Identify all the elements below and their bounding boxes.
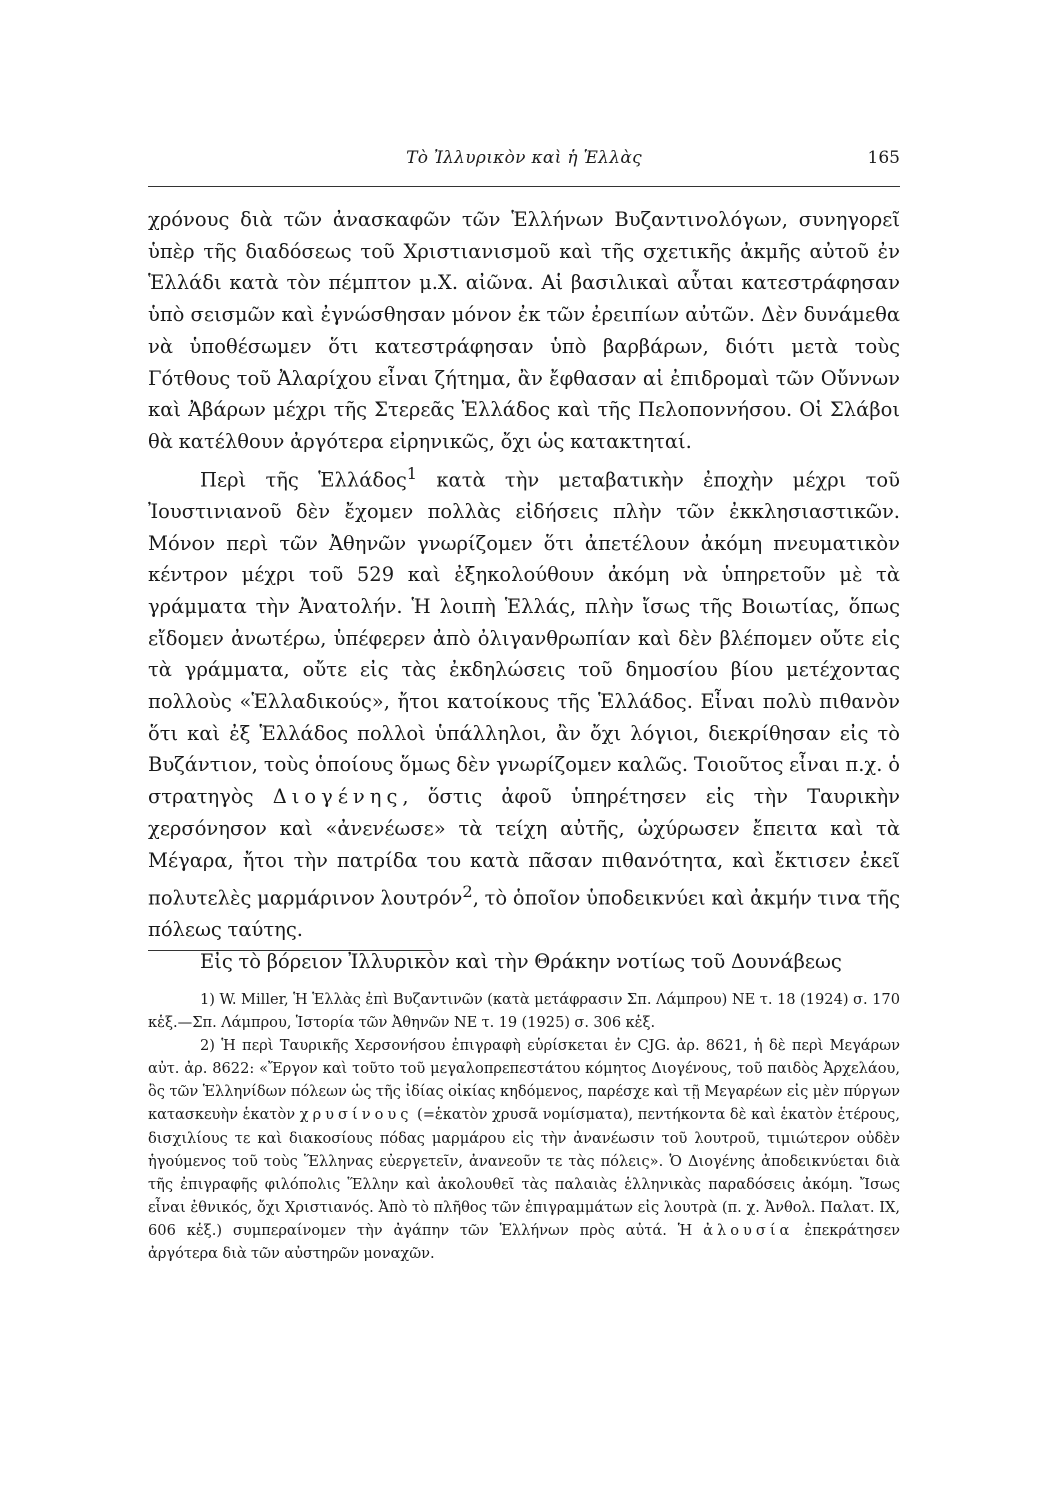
paragraph-2-text-c: , ὅστις ἀφοῦ ὑπηρέτησεν εἰς τὴν Ταυρικὴν χερσόνησον καὶ «ἀνενέωσε» τὰ τείχη αὐτῆς, ὠχύρωσεν ἔπειτα καὶ τὰ Μέγαρα, ἤτοι τὴν πατρίδα του κατὰ πᾶσαν πιθανότητα, καὶ ἔκτισεν ἐκεῖ πολυτελὲς μαρμάρινον λουτρόν (148, 785, 900, 910)
footnote-2-text-a: 2) Ἡ περὶ Ταυρικῆς Χερσονήσου ἐπιγραφὴ εὑρίσκεται ἐν CJG. ἀρ. 8621, ἡ δὲ περὶ Μεγάρων αὐτ. ἀρ. 8622: «Ἔργον καὶ τοῦτο τοῦ μεγαλοπρεπεστάτου κόμητος Διογένους, τοῦ παιδὸς Ἀρχελάου, ὃς τῶν Ἑλληνίδων πόλεων ὡς τῆς ἰδίας οἰκίας κηδόμενος, παρέσχε καὶ τῇ Μεγαρέων εἰς μὲν πύργων κατασκευὴν ἑκατὸν (148, 1037, 900, 1124)
page-header (148, 146, 900, 187)
page-number: 165 (867, 148, 900, 168)
paragraph-1: χρόνους διὰ τῶν ἀνασκαφῶν τῶν Ἑλλήνων Βυζαντινολόγων, συνηγορεῖ ὑπὲρ τῆς διαδόσεως τοῦ Χριστιανισμοῦ καὶ τῆς σχετικῆς ἀκμῆς αὐτοῦ ἐν Ἑλλάδι κατὰ τὸν πέμπτον μ.Χ. αἰῶνα. Αἱ βασιλικαὶ αὗται κατεστράφησαν ὑπὸ σεισμῶν καὶ ἐγνώσθησαν μόνον ἐκ τῶν ἐρειπίων αὐτῶν. Δὲν δυνάμεθα νὰ ὑποθέσωμεν ὅτι κατεστράφησαν ὑπὸ βαρβάρων, διότι μετὰ τοὺς Γότθους τοῦ Ἀλαρίχου εἶναι ζήτημα, ἂν ἔφθασαν αἱ ἐπιδρομαὶ τῶν Οὔννων καὶ Ἀβάρων μέχρι τῆς Στερεᾶς Ἑλλάδος καὶ τῆς Πελοποννήσου. Οἱ Σλάβοι θὰ κατέλθουν ἀργότερα εἰρηνικῶς, ὄχι ὡς κατακτηταί. (148, 208, 900, 453)
paragraph-2-text-b: κατὰ τὴν μεταβατικὴν ἐποχὴν μέχρι τοῦ Ἰουστινιανοῦ δὲν ἔχομεν πολλὰς εἰδήσεις πλὴν τῶν ἐκκλησιαστικῶν. Μόνον περὶ τῶν Ἀθηνῶν γνωρίζομεν ὅτι ἀπετέλουν ἀκόμη πνευματικὸν κέντρον μέχρι τοῦ 529 καὶ ἐξηκολούθουν ἀκόμη νὰ ὑπηρετοῦν μὲ τὰ γράμματα τὴν Ἀνατολήν. Ἡ λοιπὴ Ἑλλάς, πλὴν ἴσως τῆς Βοιωτίας, ὅπως εἴδομεν ἀνωτέρω, ὑπέφερεν ἀπὸ ὀλιγανθρωπίαν καὶ δὲν βλέπομεν οὔτε εἰς τὰ γράμματα, οὔτε εἰς τὰς ἐκδηλώσεις τοῦ δημοσίου βίου μετέχοντας πολλοὺς «Ἑλλαδικούς», ἤτοι κατοίκους τῆς Ἑλλάδος. Εἶναι πολὺ πιθανὸν ὅτι καὶ ἐξ Ἑλλάδος πολλοὶ ὑπάλληλοι, ἂν ὄχι λόγιοι, διεκρίθησαν εἰς τὸ Βυζάντιον, τοὺς ὁποίους ὅμως δὲν γνωρίζομεν καλῶς. Τοιοῦτος εἶναι π.χ. ὁ στρατηγὸς (148, 468, 900, 809)
footnote-rule (148, 950, 432, 951)
running-title: Τὸ Ἰλλυρικὸν καὶ ἡ Ἑλλὰς (406, 148, 642, 168)
spaced-word-chrysinous: χρυσίνους (299, 1106, 413, 1124)
footnote-2-text-c: ἐπεκράτησεν ἀργότερα διὰ τῶν αὐστηρῶν μοναχῶν. (148, 1221, 901, 1263)
paragraph-2 (148, 458, 900, 947)
spaced-word-alousia: ἀλουσία (703, 1221, 794, 1239)
paragraph-3: Εἰς τὸ βόρειον Ἰλλυρικὸν καὶ τὴν Θράκην νοτίως τοῦ Δουνάβεως (200, 950, 842, 974)
paragraph-2-text-a: Περὶ τῆς Ἑλλάδος (200, 468, 407, 492)
footnotes (148, 988, 900, 1265)
footnote-1: 1) W. Miller, Ἡ Ἑλλὰς ἐπὶ Βυζαντινῶν (κατὰ μετάφρασιν Σπ. Λάμπρου) ΝΕ τ. 18 (1924) σ. 170 κἑξ.—Σπ. Λάμπρου, Ἱστορία τῶν Ἀθηνῶν ΝΕ τ. 19 (1925) σ. 306 κἑξ. (148, 991, 900, 1032)
footnote-ref-2: 2 (462, 882, 473, 902)
spaced-name-diogenis: Διογένης (272, 785, 403, 809)
footnote-ref-1: 1 (406, 463, 418, 483)
body-text (148, 204, 900, 978)
paragraph-2-text-d: , τὸ ὁποῖον ὑποδεικνύει καὶ ἀκμήν τινα τῆς πόλεως ταύτης. (148, 886, 900, 942)
footnote-2-text-b: (=ἑκατὸν χρυσᾶ νομίσματα), πεντήκοντα δὲ καὶ ἑκατὸν ἑτέρους, δισχιλίους τε καὶ διακοσίους πόδας μαρμάρου εἰς τὴν ἀνανέωσιν τοῦ λουτροῦ, τιμιώτερον οὐδὲν ἡγούμενος τοῦ τοὺς Ἕλληνας εὐεργετεῖν, ἀνανεοῦν τε τὰς πόλεις». Ὁ Διογένης ἀποδεικνύεται διὰ τῆς ἐπιγραφῆς φιλόπολις Ἕλλην καὶ ἀκολουθεῖ τὰς παλαιὰς ἑλληνικὰς παραδόσεις ἀκόμη. Ἴσως εἶναι ἐθνικός, ὄχι Χριστιανός. Ἀπὸ τὸ πλῆθος τῶν ἐπιγραμμάτων εἰς λουτρὰ (π. χ. Ἀνθολ. Παλατ. IX, 606 κἑξ.) συμπεραίνομεν τὴν ἀγάπην τῶν Ἑλλήνων πρὸς αὐτά. Ἡ (148, 1106, 900, 1239)
footnote-2 (148, 1034, 900, 1265)
